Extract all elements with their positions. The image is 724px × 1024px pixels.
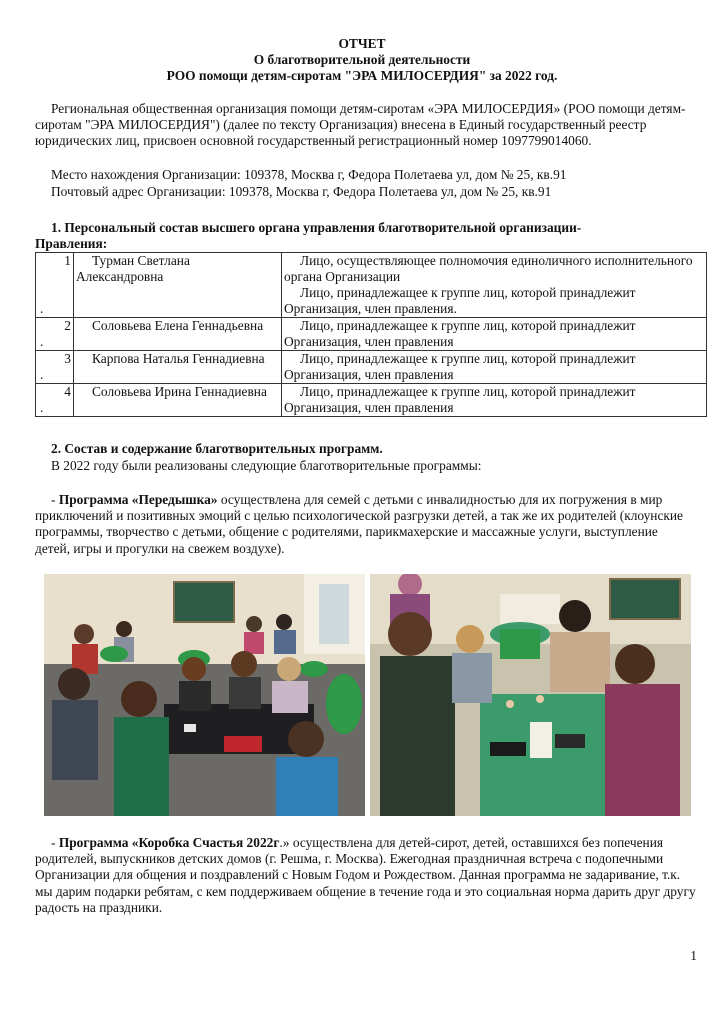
table-row bbox=[36, 253, 707, 318]
member-role-line: Лицо, принадлежащее к группе лиц, которой принадлежит Организация, член правления. bbox=[284, 285, 636, 316]
program2-name: Программа «Коробка Счастья 2022г bbox=[58, 835, 280, 850]
member-role-cell bbox=[282, 318, 707, 351]
program1-name: Программа «Передышка» bbox=[58, 492, 218, 507]
row-number-cell bbox=[36, 318, 74, 351]
page-number: 1 bbox=[690, 948, 697, 963]
program2-text: .» осуществлена для детей-сирот, детей, оставшихся без попечения родителей, выпускников детских домов (г. Решма, г. Москва). Ежегодная праздничная встреча с подопечными Организации для общения и поздравлений с Новым Годом и Рождеством. Данная программа не задаривание, т.к. мы дарим подарки ребятам, с кем поддерживаем общение в течение года и это социальная норма дарить друг другу радость на праздники. bbox=[35, 835, 696, 915]
member-role-line: Лицо, принадлежащее к группе лиц, которой принадлежит Организация, член правления bbox=[284, 384, 636, 415]
member-role-cell bbox=[282, 384, 707, 417]
member-role-cell bbox=[282, 351, 707, 384]
member-name: Турман Светлана Александровна bbox=[74, 253, 282, 318]
table-row bbox=[36, 351, 707, 384]
row-number-dot: . bbox=[40, 400, 44, 415]
member-role-line: Лицо, принадлежащее к группе лиц, которой принадлежит Организация, член правления bbox=[284, 351, 636, 382]
member-name: Соловьева Ирина Геннадиевна bbox=[74, 384, 282, 417]
report-org-line: РОО помощи детям-сиротам "ЭРА МИЛОСЕРДИЯ" за 2022 год. bbox=[166, 68, 558, 83]
member-role-cell bbox=[282, 253, 707, 318]
row-number-cell bbox=[36, 351, 74, 384]
report-subtitle: О благотворительной деятельности bbox=[253, 52, 471, 67]
report-title: ОТЧЕТ bbox=[338, 36, 386, 51]
table-row bbox=[36, 318, 707, 351]
member-role-line: Лицо, принадлежащее к группе лиц, которой принадлежит Организация, член правления bbox=[284, 318, 636, 349]
row-number: 1 bbox=[64, 253, 71, 268]
row-number: 3 bbox=[64, 351, 71, 366]
board-table bbox=[35, 252, 707, 417]
location-line: Место нахождения Организации: 109378, Москва г, Федора Полетаева ул, дом № 25, кв.91 bbox=[51, 167, 567, 182]
program1-paragraph bbox=[35, 492, 695, 557]
section2-heading: 2. Состав и содержание благотворительных программ. bbox=[51, 441, 383, 456]
member-name: Карпова Наталья Геннадиевна bbox=[74, 351, 282, 384]
report-title-block bbox=[0, 36, 724, 84]
intro-paragraph: Региональная общественная организация помощи детям-сиротам «ЭРА МИЛОСЕРДИЯ» (РОО помощи детям-сиротам "ЭРА МИЛОСЕРДИЯ") (далее по тексту Организация) внесена в Единый государственный реестр юридических лиц, присвоен основной государственный регистрационный номер 1097799014060. bbox=[35, 101, 686, 149]
row-number-dot: . bbox=[40, 367, 44, 382]
row-number-dot: . bbox=[40, 301, 44, 316]
table-activity-photo bbox=[370, 574, 691, 816]
program2-prefix: - bbox=[51, 835, 59, 850]
row-number-dot: . bbox=[40, 334, 44, 349]
postal-line: Почтовый адрес Организации: 109378, Москва г, Федора Полетаева ул, дом № 25, кв.91 bbox=[51, 184, 552, 199]
row-number: 2 bbox=[64, 318, 71, 333]
program1-text: осуществлена для семей с детьми с инвалидностью для их погружения в мир приключений и позитивных эмоций с целью психологической разгрузки детей, а так же их родителей (клоунские программы, творчество с детьми, общение с родителями, парикмахерские и массажные услуги, выступление детей, игры и прогулки на свежем воздухе). bbox=[35, 492, 684, 556]
row-number: 4 bbox=[64, 384, 71, 399]
table-row bbox=[36, 384, 707, 417]
row-number-cell bbox=[36, 384, 74, 417]
member-name: Соловьева Елена Геннадьевна bbox=[74, 318, 282, 351]
row-number-cell bbox=[36, 253, 74, 318]
section2-lead: В 2022 году были реализованы следующие благотворительные программы: bbox=[51, 458, 482, 473]
group-activity-photo bbox=[44, 574, 365, 816]
program2-paragraph bbox=[35, 835, 699, 916]
member-role-line: Лицо, осуществляющее полномочия единоличного исполнительного органа Организации bbox=[284, 253, 693, 284]
program1-prefix: - bbox=[51, 492, 59, 507]
section1-heading: 1. Персональный состав высшего органа управления благотворительной организации-Правления: bbox=[35, 220, 582, 252]
